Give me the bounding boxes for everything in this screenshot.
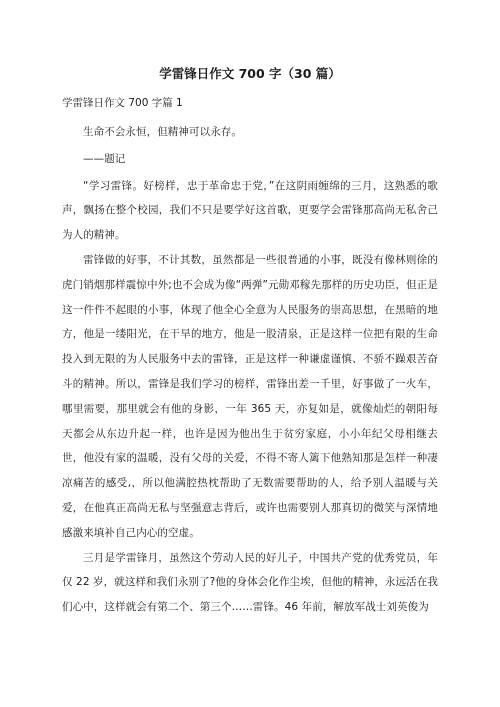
- paragraph-song: “学习雷锋。好榜样，忠于革命忠于党，”在这阴雨缠绵的三月，这熟悉的歌声，飘扬在整个校园，我们不只是要学好这首歌，更要学会雷锋那高尚无私舍己为人的精神。: [62, 179, 438, 242]
- paragraph-epigraph-label: ——题记: [83, 152, 126, 165]
- paragraph-motto: 生命不会永恒，但精神可以永存。: [83, 126, 242, 138]
- document-subtitle: 学雷锋日作文 700 字篇 1: [62, 97, 183, 109]
- document-title: 学雷锋日作文 700 字（30 篇）: [159, 66, 341, 81]
- paragraph-march: 三月是学雷锋月，虽然这个劳动人民的好儿子，中国共产党的优秀党员，年仅 22 岁，就这样和我们永别了?他的身体会化作尘埃，但他的精神，永远活在我们心中，这样就会有第二个、第三个……雷锋。46 年前，解放军战士刘英俊为: [62, 551, 438, 614]
- paragraph-good-deeds: 雷锋做的好事，不计其数，虽然都是一些很普通的小事，既没有像林则徐的虎门销烟那样震惊中外;也不会成为像“两弹”元勋邓稼先那样的历史功臣，但正是这一件件不起眼的小事，体现了他全心全意为人民服务的崇高思想，在黑暗的地方，他是一缕阳光，在干旱的地方，他是一股清泉，正是这样一位把有限的生命投入到无限的为人民服务中去的雷锋，正是这样一种谦虚谨慎、不骄不躁艰苦奋斗的精神。所以，雷锋是我们学习的榜样，雷锋出差一千里，好事做了一火车，哪里需要，那里就会有他的身影，一年 365 天，亦复如是，就像灿烂的朝阳每天都会从东边升起一样，也许是因为他出生于贫穷家庭，小小年纪父母相继去世，他没有家的温暖，没有父母的关爱，不得不寄人篱下他熟知那是怎样一种凄凉痛苦的感受,，所以他满腔热枕帮助了无数需要帮助的人，给予别人温暖与关爱，在他真正高尚无私与坚强意志背后，或许也需要别人那真切的微笑与深情地感激来填补自己内心的空虚。: [62, 253, 438, 539]
